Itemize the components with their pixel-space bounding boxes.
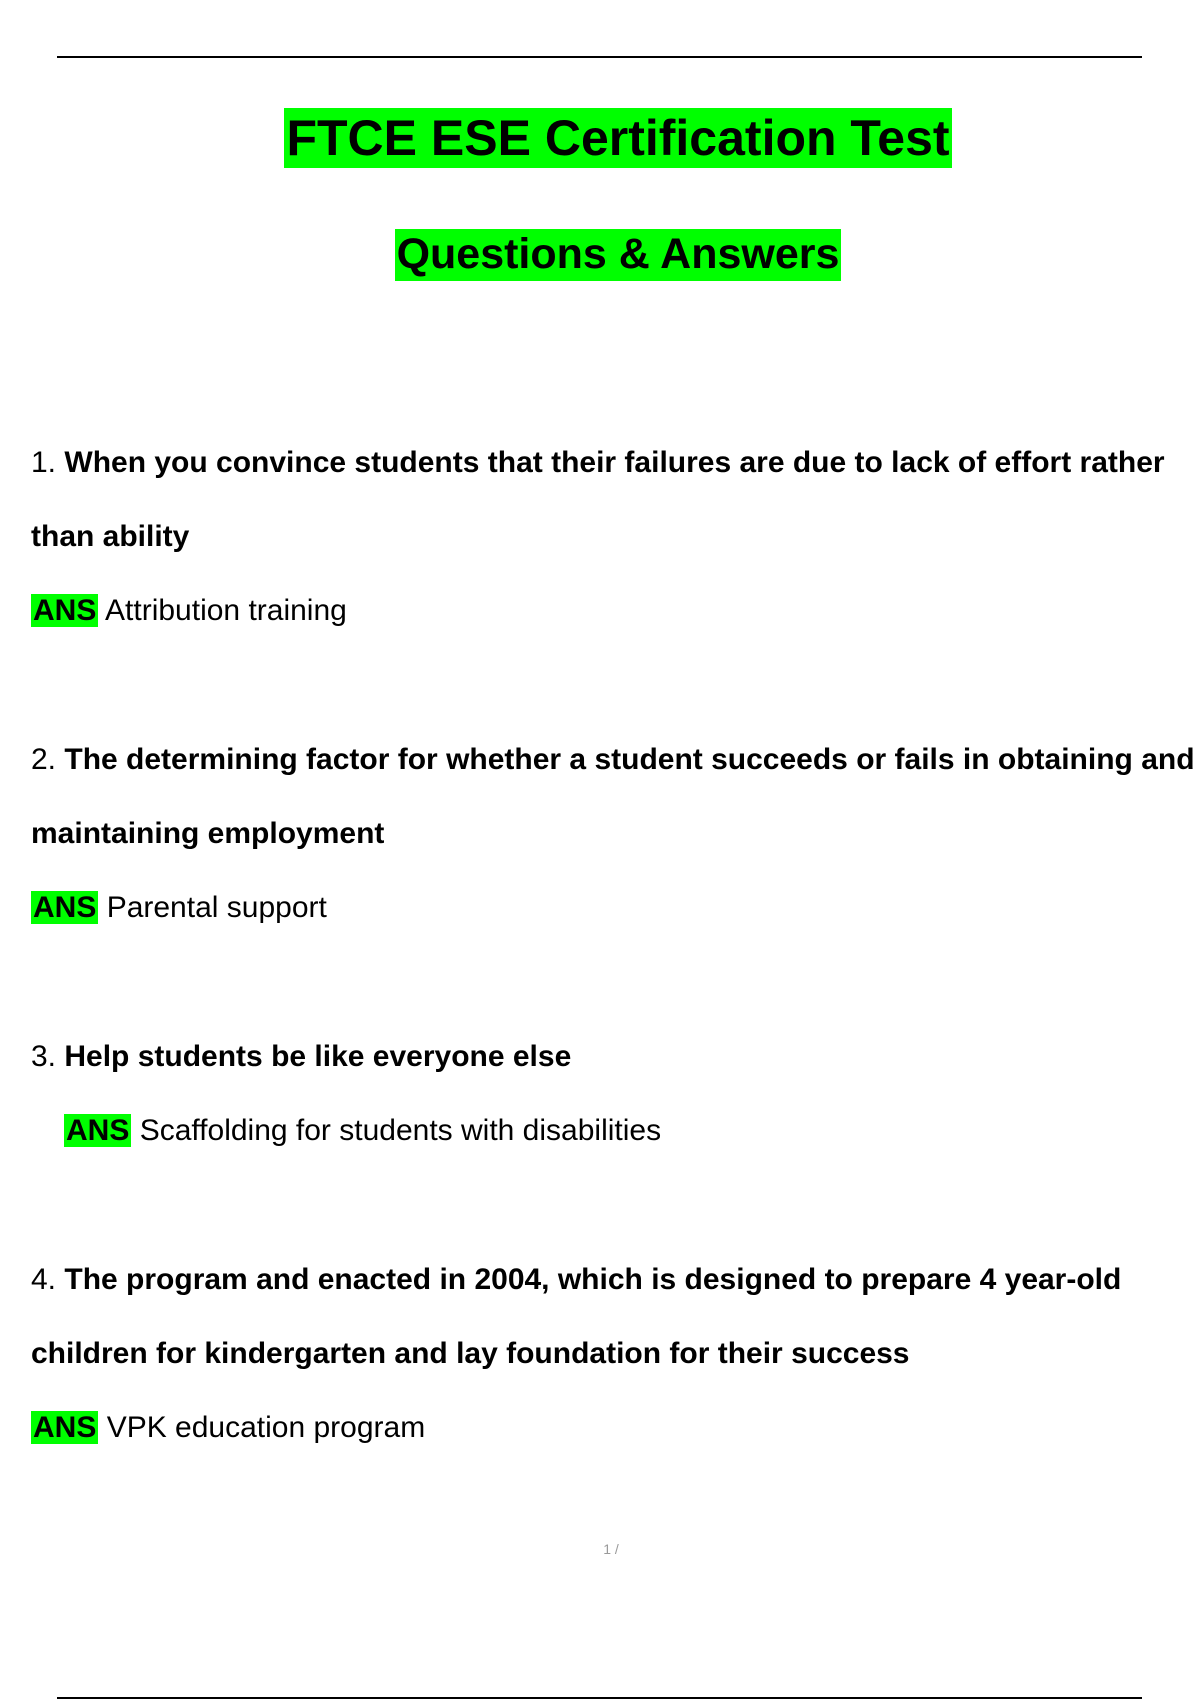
- answer-4: [31, 1408, 425, 1448]
- answer-label: ANS: [33, 594, 97, 627]
- page-indicator: 1 /: [603, 1541, 619, 1557]
- question-number: 4.: [31, 1263, 57, 1296]
- question-1: [31, 426, 1196, 574]
- top-rule: [57, 56, 1142, 58]
- answer-2: [31, 888, 327, 928]
- question-text: Help students be like everyone else: [64, 1040, 572, 1073]
- question-2: [31, 723, 1196, 871]
- answer-label: ANS: [33, 1411, 97, 1444]
- question-3: [31, 1020, 1196, 1094]
- document-subtitle: Questions & Answers: [395, 229, 842, 281]
- answer-1: [31, 591, 347, 631]
- title-block: [0, 108, 1200, 168]
- answer-text: Parental support: [106, 891, 327, 924]
- answer-label: ANS: [33, 891, 97, 924]
- answer-label: ANS: [66, 1114, 130, 1147]
- question-number: 3.: [31, 1040, 57, 1073]
- answer-3: [64, 1111, 661, 1151]
- answer-text: Scaffolding for students with disabilities: [139, 1114, 662, 1147]
- subtitle-block: [0, 229, 1200, 281]
- question-text: The program and enacted in 2004, which is designed to prepare 4 year-old children for kindergarten and lay foundation for their success: [31, 1263, 1122, 1370]
- question-number: 2.: [31, 743, 57, 776]
- question-text: The determining factor for whether a student succeeds or fails in obtaining and maintaining employment: [31, 743, 1195, 850]
- question-4: [31, 1243, 1196, 1391]
- document-title: FTCE ESE Certification Test: [286, 110, 950, 166]
- question-text: When you convince students that their failures are due to lack of effort rather than ability: [31, 446, 1165, 553]
- question-number: 1.: [31, 446, 57, 479]
- bottom-rule: [57, 1697, 1142, 1699]
- answer-text: Attribution training: [105, 594, 347, 627]
- answer-text: VPK education program: [106, 1411, 426, 1444]
